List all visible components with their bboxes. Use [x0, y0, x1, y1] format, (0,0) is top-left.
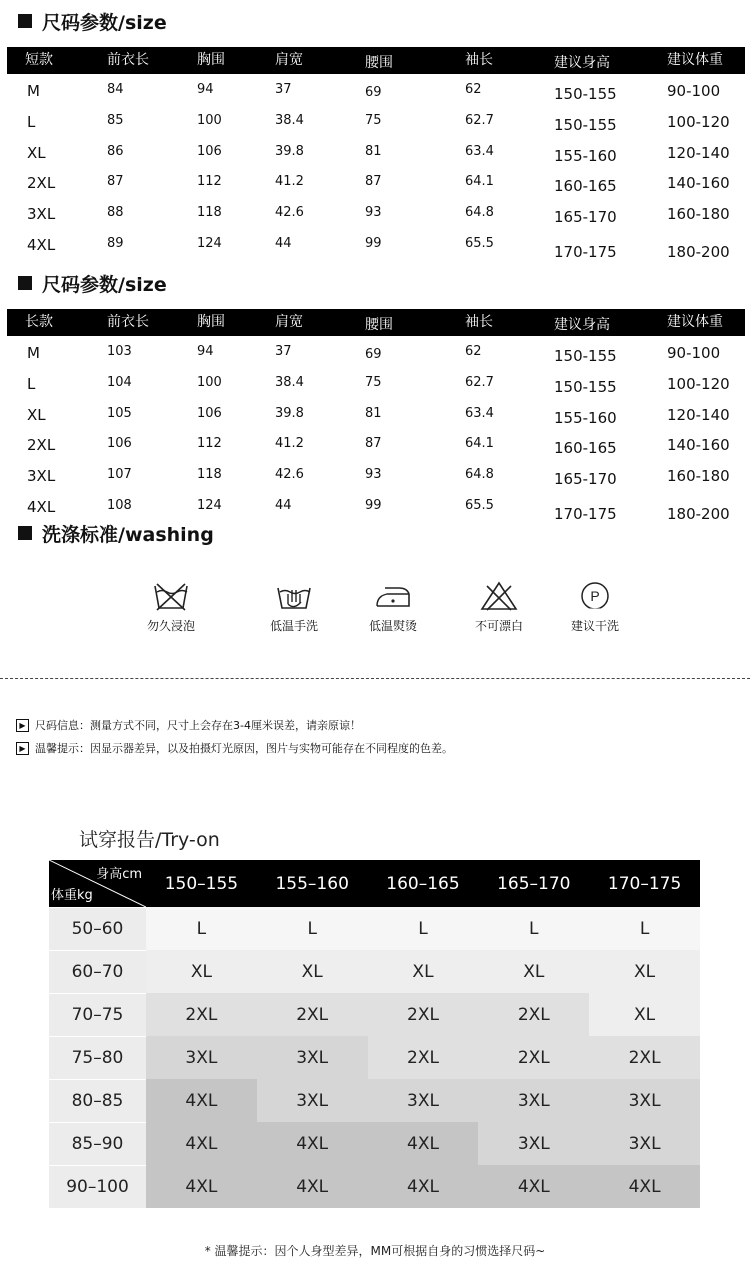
corner-height-label: 身高cm [96, 867, 142, 882]
table-cell: 38.4 [275, 374, 304, 390]
table-row [7, 367, 745, 398]
table-row [7, 197, 745, 228]
short-size-title-text: 尺码参数/size [42, 11, 167, 34]
table-cell: 69 [365, 85, 382, 100]
table-cell: 180-200 [667, 242, 730, 261]
long-size-title-text: 尺码参数/size [42, 273, 167, 296]
tryon-size-cell: XL [589, 993, 700, 1036]
wash-item-no-soak [126, 580, 216, 634]
table-cell: 112 [197, 174, 222, 190]
header-cell: 胸围 [197, 314, 225, 330]
header-cell: 建议身高 [554, 55, 610, 71]
table-row [7, 428, 745, 459]
table-cell: 150-155 [554, 115, 617, 134]
table-cell: 94 [197, 82, 214, 97]
table-cell: 104 [107, 374, 132, 390]
table-cell: XL [27, 143, 46, 162]
table-cell: 106 [107, 436, 132, 452]
play-triangle-icon: ▶ [16, 719, 29, 732]
wash-item-no-bleach [454, 580, 544, 634]
tryon-size-cell: L [478, 907, 589, 950]
note-size-info [16, 716, 361, 734]
table-cell: 165-170 [554, 208, 617, 227]
header-cell: 短款 [25, 52, 53, 68]
table-cell: 75 [365, 112, 382, 128]
table-cell: 87 [365, 174, 382, 190]
tryon-height-header: 165–170 [478, 860, 589, 907]
tryon-weight-label: 60–70 [49, 950, 146, 993]
short-size-table [7, 47, 745, 259]
tryon-size-cell: 4XL [257, 1165, 368, 1208]
table-cell: 62.7 [465, 374, 494, 390]
table-cell: 120-140 [667, 405, 730, 424]
tryon-size-cell: XL [146, 950, 257, 993]
play-triangle-icon: ▶ [16, 742, 29, 755]
table-cell: 100-120 [667, 374, 730, 393]
header-cell: 建议体重 [667, 52, 723, 68]
footer-tip: * 温馨提示：因个人身型差异，MM可根据自身的习惯选择尺码~ [204, 1244, 546, 1258]
table-cell: 3XL [27, 205, 56, 224]
table-cell: 65.5 [465, 235, 494, 251]
table-cell: 4XL [27, 497, 56, 516]
table-cell: 63.4 [465, 143, 494, 159]
tryon-weight-label: 85–90 [49, 1122, 146, 1165]
table-cell: 39.8 [275, 143, 304, 159]
tryon-size-cell: XL [589, 950, 700, 993]
table-cell: 106 [197, 143, 222, 159]
tryon-weight-label: 70–75 [49, 993, 146, 1036]
table-cell: 64.1 [465, 174, 494, 190]
tryon-height-header: 160–165 [368, 860, 479, 907]
table-cell: 94 [197, 344, 214, 359]
table-cell: 42.6 [275, 205, 304, 221]
table-cell: 170-175 [554, 242, 617, 261]
header-cell: 建议身高 [554, 317, 610, 333]
note-color-info [16, 739, 453, 757]
table-cell: 38.4 [275, 112, 304, 128]
tryon-size-cell: 3XL [589, 1122, 700, 1165]
table-cell: 86 [107, 143, 124, 159]
table-cell: 106 [197, 405, 222, 421]
square-bullet-icon [18, 276, 32, 290]
table-cell: 93 [365, 205, 382, 221]
table-cell: 62 [465, 344, 482, 359]
header-cell: 腰围 [365, 55, 393, 71]
table-cell: 160-180 [667, 205, 730, 224]
wash-item-low-iron [348, 580, 438, 634]
header-cell: 腰围 [365, 317, 393, 333]
header-cell: 长款 [25, 314, 53, 330]
table-cell: 88 [107, 205, 124, 221]
tryon-size-cell: 3XL [368, 1079, 479, 1122]
table-cell: 89 [107, 235, 124, 251]
table-cell: 107 [107, 467, 132, 483]
square-bullet-icon [18, 14, 32, 28]
table-cell: 81 [365, 143, 382, 159]
header-cell: 袖长 [465, 52, 493, 68]
tryon-size-cell: 2XL [368, 993, 479, 1036]
tryon-size-cell: 2XL [257, 993, 368, 1036]
tryon-size-cell: 3XL [478, 1079, 589, 1122]
table-cell: M [27, 82, 40, 100]
table-cell: 150-155 [554, 85, 617, 103]
table-cell: 41.2 [275, 436, 304, 452]
tryon-size-cell: 4XL [146, 1165, 257, 1208]
tryon-weight-label: 75–80 [49, 1036, 146, 1079]
tryon-size-cell: 3XL [589, 1079, 700, 1122]
table-cell: 62 [465, 82, 482, 97]
table-cell: 180-200 [667, 504, 730, 523]
tryon-weight-label: 90–100 [49, 1165, 146, 1208]
tryon-size-cell: XL [257, 950, 368, 993]
header-cell: 建议体重 [667, 314, 723, 330]
header-cell: 前衣长 [107, 314, 149, 330]
table-cell: XL [27, 405, 46, 424]
tryon-size-cell: 4XL [146, 1122, 257, 1165]
table-cell: 103 [107, 344, 132, 359]
header-cell: 肩宽 [275, 314, 303, 330]
table-cell: 42.6 [275, 467, 304, 483]
table-cell: 140-160 [667, 436, 730, 455]
header-cell: 前衣长 [107, 52, 149, 68]
tryon-weight-label: 50–60 [49, 907, 146, 950]
wash-label: 低温手洗 [269, 619, 318, 633]
table-cell: 2XL [27, 436, 56, 455]
tryon-size-cell: 2XL [478, 1036, 589, 1079]
table-row [7, 490, 745, 521]
washing-title-text: 洗涤标准/washing [42, 523, 214, 546]
table-cell: 44 [275, 235, 292, 251]
tryon-title: 试穿报告/Try-on [79, 829, 220, 851]
corner-weight-label: 体重kg [51, 888, 93, 903]
table-cell: 124 [197, 497, 222, 513]
low-iron-icon [373, 580, 413, 612]
table-cell: 112 [197, 436, 222, 452]
square-bullet-icon [18, 526, 32, 540]
tryon-size-cell: L [368, 907, 479, 950]
tryon-size-cell: 2XL [589, 1036, 700, 1079]
hand-wash-icon [274, 580, 314, 612]
table-cell: 63.4 [465, 405, 494, 421]
table-cell: 108 [107, 497, 132, 513]
header-cell: 袖长 [465, 314, 493, 330]
table-row [7, 166, 745, 197]
table-cell: 150-155 [554, 347, 617, 365]
table-cell: 64.8 [465, 467, 494, 483]
tryon-size-cell: 4XL [146, 1079, 257, 1122]
table-row [7, 105, 745, 136]
tryon-size-cell: XL [478, 950, 589, 993]
table-cell: 140-160 [667, 174, 730, 193]
tryon-height-header: 150–155 [146, 860, 257, 907]
table-cell: 160-180 [667, 467, 730, 486]
short-size-title [18, 8, 167, 34]
note-text: 尺码信息：测量方式不同，尺寸上会存在3-4厘米误差，请亲原谅！ [35, 719, 361, 732]
table-cell: 155-160 [554, 146, 617, 165]
table-cell: 160-165 [554, 439, 617, 458]
table-cell: 3XL [27, 467, 56, 486]
table-cell: 84 [107, 82, 124, 97]
wash-item-dry-clean [550, 580, 640, 634]
table-cell: L [27, 112, 36, 131]
tryon-size-cell: 3XL [257, 1079, 368, 1122]
table-cell: 105 [107, 405, 132, 421]
tryon-size-cell: 4XL [368, 1165, 479, 1208]
table-row [7, 336, 745, 367]
table-cell: 120-140 [667, 143, 730, 162]
no-soak-icon [151, 580, 191, 612]
note-text: 温馨提示：因显示器差异，以及拍摄灯光原因，图片与实物可能存在不同程度的色差。 [35, 742, 453, 755]
table-cell: 4XL [27, 235, 56, 254]
table-cell: 99 [365, 497, 382, 513]
table-cell: 87 [107, 174, 124, 190]
table-cell: 81 [365, 405, 382, 421]
long-size-title [18, 270, 167, 296]
tryon-size-cell: 4XL [257, 1122, 368, 1165]
tryon-size-cell: XL [368, 950, 479, 993]
table-cell: 65.5 [465, 497, 494, 513]
wash-label: 勿久浸泡 [146, 619, 195, 633]
tryon-size-cell: 3XL [478, 1122, 589, 1165]
header-cell: 肩宽 [275, 52, 303, 68]
tryon-size-cell: 2XL [146, 993, 257, 1036]
wash-label: 建议干洗 [570, 619, 619, 633]
tryon-size-cell: 2XL [478, 993, 589, 1036]
tryon-size-cell: L [589, 907, 700, 950]
table-cell: 69 [365, 347, 382, 362]
tryon-size-cell: 4XL [368, 1122, 479, 1165]
tryon-size-cell: 2XL [368, 1036, 479, 1079]
table-cell: 87 [365, 436, 382, 452]
tryon-size-cell: 3XL [257, 1036, 368, 1079]
washing-icons [0, 580, 750, 650]
tryon-corner [49, 860, 146, 907]
size-table-header [7, 309, 745, 336]
table-cell: 2XL [27, 174, 56, 193]
dashed-divider [0, 678, 750, 679]
size-table-header [7, 47, 745, 74]
table-row [7, 398, 745, 429]
table-cell: 39.8 [275, 405, 304, 421]
table-cell: 75 [365, 374, 382, 390]
table-cell: 37 [275, 344, 292, 359]
tryon-height-header: 155–160 [257, 860, 368, 907]
table-row [7, 136, 745, 167]
wash-label: 低温熨烫 [368, 619, 417, 633]
table-cell: 150-155 [554, 377, 617, 396]
washing-title [18, 520, 214, 546]
table-cell: 64.1 [465, 436, 494, 452]
table-cell: 118 [197, 205, 222, 221]
dry-clean-icon [575, 580, 615, 612]
table-cell: 100 [197, 112, 222, 128]
no-bleach-icon [479, 580, 519, 612]
table-cell: 118 [197, 467, 222, 483]
table-cell: 41.2 [275, 174, 304, 190]
tryon-size-cell: L [146, 907, 257, 950]
tryon-height-header: 170–175 [589, 860, 700, 907]
table-cell: 165-170 [554, 470, 617, 489]
table-row [7, 74, 745, 105]
table-cell: M [27, 344, 40, 362]
table-cell: 62.7 [465, 112, 494, 128]
wash-label: 不可漂白 [474, 619, 523, 633]
tryon-table [49, 860, 700, 1208]
table-row [7, 459, 745, 490]
table-cell: 170-175 [554, 504, 617, 523]
table-cell: 85 [107, 112, 124, 128]
wash-item-hand-wash [249, 580, 339, 634]
header-cell: 胸围 [197, 52, 225, 68]
table-cell: 124 [197, 235, 222, 251]
table-cell: 37 [275, 82, 292, 97]
dry-clean-glyph: P [590, 588, 600, 604]
table-cell: 90-100 [667, 344, 721, 362]
table-row [7, 228, 745, 259]
tryon-size-cell: 4XL [478, 1165, 589, 1208]
tryon-size-cell: 3XL [146, 1036, 257, 1079]
long-size-table [7, 309, 745, 521]
table-cell: 99 [365, 235, 382, 251]
tryon-size-cell: L [257, 907, 368, 950]
table-cell: 64.8 [465, 205, 494, 221]
table-cell: 90-100 [667, 82, 721, 100]
table-cell: 160-165 [554, 177, 617, 196]
tryon-weight-label: 80–85 [49, 1079, 146, 1122]
table-cell: L [27, 374, 36, 393]
tryon-size-cell: 4XL [589, 1165, 700, 1208]
table-cell: 155-160 [554, 408, 617, 427]
table-cell: 93 [365, 467, 382, 483]
table-cell: 100 [197, 374, 222, 390]
table-cell: 100-120 [667, 112, 730, 131]
table-cell: 44 [275, 497, 292, 513]
